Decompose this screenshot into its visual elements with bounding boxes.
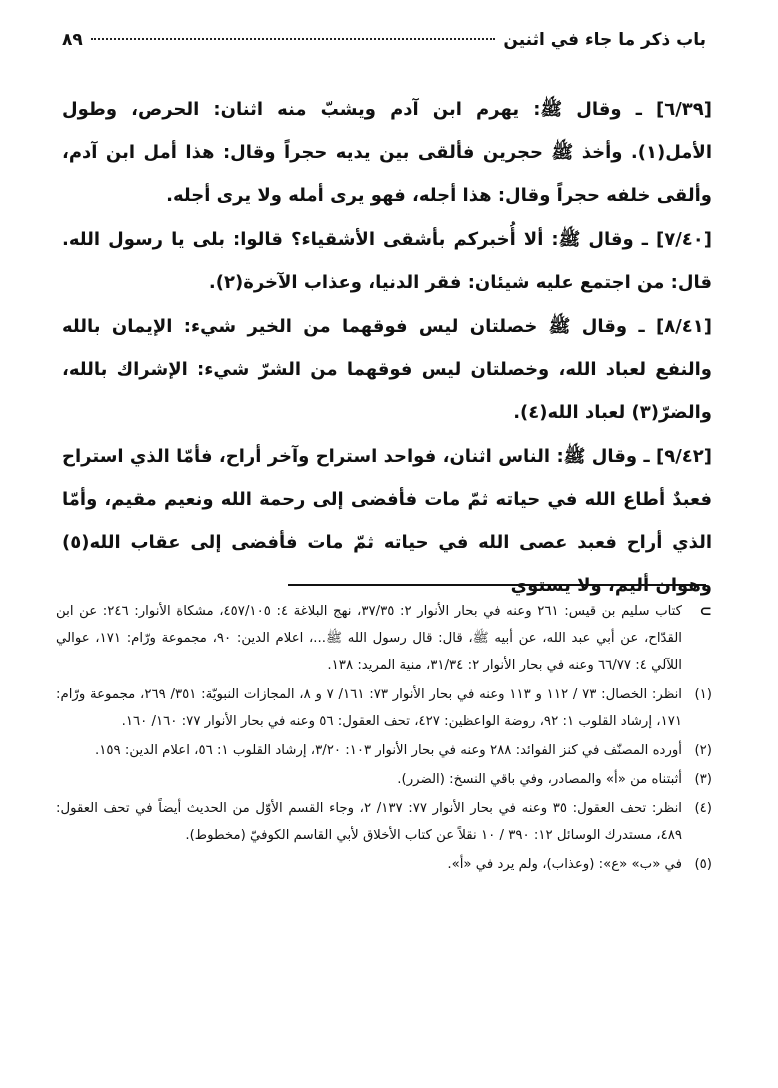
footnote-text: أثبتناه من «أ» والمصادر، وفي باقي النسخ: (الضرر).	[397, 772, 682, 787]
chapter-title: باب ذكر ما جاء في اثنين	[503, 30, 706, 50]
footnote-marker: (١)	[694, 687, 712, 702]
footnote-text: في «ب» «ع»: (وعذاب)، ولم يرد في «أ».	[447, 857, 682, 872]
footnote-marker: (٥)	[694, 857, 712, 872]
footnote-text: انظر: تحف العقول: ٣٥ وعنه في بحار الأنوار ٧٧: ١٣٧/ ٢، وجاء القسم الأوّل من الحديث أيضاً في تحف العقول: ٤٨٩، مستدرك الوسائل ١٢: ٣٩٠ / ١٠ نقلاً عن كتاب الأخلاق لأبي القاسم الكوفيّ (مخطوط).	[56, 801, 682, 843]
footnotes	[56, 598, 712, 878]
footnote-marker: ⊃	[699, 602, 712, 620]
hadith-paragraph: [٧/٤٠] ـ وقال ﷺ: ألا أُخبركم بأشقى الأشقياء؟ قالوا: بلى يا رسول الله. قال: من اجتمع عليه شيئان: فقر الدنيا، وعذاب الآخرة(٢).	[62, 229, 712, 293]
main-text	[62, 88, 712, 607]
footnote-text: أورده المصنّف في كنز الفوائد: ٢٨٨ وعنه في بحار الأنوار ١٠٣: ٣/٢٠، إرشاد القلوب ١: ٥٦، اعلام الدين: ١٥٩.	[94, 743, 682, 758]
footnote-separator	[288, 584, 706, 586]
footnote-marker: (٣)	[694, 772, 712, 787]
dotted-leader	[91, 38, 496, 40]
footnote-marker: (٤)	[694, 801, 712, 816]
footnote-text: انظر: الخصال: ٧٣ / ١١٢ و ١١٣ وعنه في بحار الأنوار ٧٣: ١٦١/ ٧ و ٨، المجازات النبويّة: ٣٥١/ ٢٦٩، مجموعة ورّام: ١٧١، إرشاد القلوب ١: ٩٢، روضة الواعظين: ٤٢٧، تحف العقول: ٥٦ وعنه في بحار الأنوار ٧٧: ١٦٠/ ١٦٠.	[56, 687, 683, 729]
hadith-paragraph: [٩/٤٢] ـ وقال ﷺ: الناس اثنان، فواحد استراح وآخر أراح، فأمّا الذي استراح فعبدٌ أطاع الله في حياته ثمّ مات فأفضى إلى رحمة الله ونعيم مقيم، وأمّا الذي أراح فعبد عصى الله في حياته ثمّ مات فأفضى إلى عقاب الله(٥) وهوان أليم، ولا يستوي	[62, 446, 712, 596]
footnote-item	[56, 681, 712, 735]
footnote-item	[56, 851, 712, 878]
footnote-marker: (٢)	[694, 743, 712, 758]
footnote-item	[56, 598, 712, 679]
footnote-item	[56, 795, 712, 849]
footnote-item	[56, 766, 712, 793]
page-number: ٨٩	[62, 30, 83, 50]
hadith-paragraph: [٦/٣٩] ـ وقال ﷺ: يهرم ابن آدم ويشبّ منه اثنان: الحرص، وطول الأمل(١). وأخذ ﷺ حجرين فألقى بين يديه حجراً وقال: هذا أمل ابن آدم، وألقى خلفه حجراً وقال: هذا أجله، فهو يرى أمله ولا يرى أجله.	[62, 99, 712, 206]
footnote-item	[56, 737, 712, 764]
hadith-paragraph: [٨/٤١] ـ وقال ﷺ خصلتان ليس فوقهما من الخير شيء: الإيمان بالله والنفع لعباد الله، وخصلتان ليس فوقهما من الشرّ شيء: الإشراك بالله، والضرّ(٣) لعباد الله(٤).	[62, 316, 712, 423]
footnote-text: كتاب سليم بن قيس: ٢٦١ وعنه في بحار الأنوار ٢: ٣٧/٣٥، نهج البلاغة ٤: ٤٥٧/١٠٥، مشكاة الأنوار: ٢٤٦: عن ابن القدّاح، عن أبي عبد الله، عن أبيه ﷺ، قال: قال رسول الله ﷺ...، اعلام الدين: ٩٠، مجموعة ورّام: ١٧١، عوالي اللآلي ٤: ٦٦/٧٧ وعنه في بحار الأنوار ٢: ٣١/٣٤، منية المريد: ١٣٨.	[56, 604, 682, 673]
page-header	[62, 30, 706, 56]
